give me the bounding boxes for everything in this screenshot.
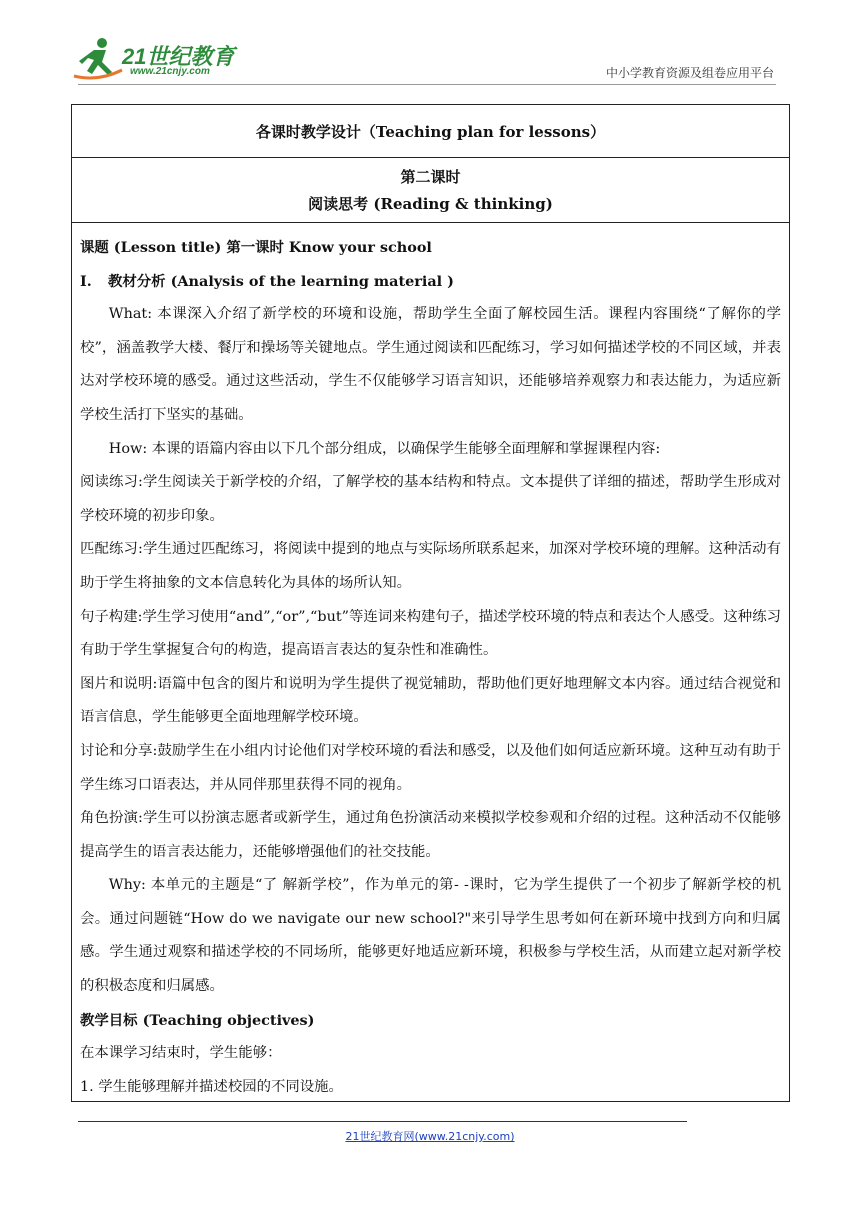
lesson-header <box>72 158 789 223</box>
list-item: 阅读练习:学生阅读关于新学校的介绍，了解学校的基本结构和特点。文本提供了详细的描述，帮助学生形成对学校环境的初步印象。 <box>80 474 781 524</box>
list-item: 角色扮演:学生可以扮演志愿者或新学生，通过角色扮演活动来模拟学校参观和介绍的过程。这种活动不仅能够提高学生的语言表达能力，还能够增强他们的社交技能。 <box>80 810 781 860</box>
header-divider <box>78 84 776 85</box>
list-item: 讨论和分享:鼓励学生在小组内讨论他们对学校环境的看法和感受，以及他们如何适应新环境。这种互动有助于学生练习口语表达，并从同伴那里获得不同的视角。 <box>80 742 781 793</box>
section-heading-analysis <box>80 265 781 299</box>
lesson-title-line: 课题 (Lesson title) 第一课时 Know your school <box>80 239 432 256</box>
what-paragraph: What: 本课深入介绍了新学校的环境和设施，帮助学生全面了解校园生活。课程内容围绕“了解你的学校”，涵盖教学大楼、餐厅和操场等关键地点。学生通过阅读和匹配练习，学习如何描述学校的不同区域，并表达对学校环境的感受。通过这些活动，学生不仅能够学习语言知识，还能够培养观察力和表达能力，为适应新学校生活打下坚实的基础。 <box>80 306 781 423</box>
list-item: 匹配练习:学生通过匹配练习，将阅读中提到的地点与实际场所联系起来，加深对学校环境的理解。这种活动有助于学生将抽象的文本信息转化为具体的场所认知。 <box>80 541 781 591</box>
objectives-intro: 在本课学习结束时，学生能够： <box>80 1045 282 1062</box>
lesson-body <box>72 223 789 1104</box>
footer-link[interactable]: 21世纪教育网(www.21cnjy.com) <box>345 1130 515 1143</box>
list-item: 图片和说明:语篇中包含的图片和说明为学生提供了视觉辅助，帮助他们更好地理解文本内容。通过结合视觉和语言信息，学生能够更全面地理解学校环境。 <box>80 675 781 726</box>
lesson-plan-table <box>71 104 790 1102</box>
list-item: 句子构建:学生学习使用“and”,“or”,“but”等连词来构建句子，描述学校环境的特点和表达个人感受。这种练习有助于学生掌握复合句的构造，提高语言表达的复杂性和准确性。 <box>80 608 781 659</box>
objectives-heading: 教学目标 (Teaching objectives) <box>80 1011 315 1029</box>
footer-divider <box>78 1121 687 1122</box>
section-number: I. <box>80 272 92 290</box>
table-title: 各课时教学设计（Teaching plan for lessons） <box>72 105 789 158</box>
lesson-name: 阅读思考 (Reading & thinking) <box>308 195 553 213</box>
platform-label: 中小学教育资源及组卷应用平台 <box>605 66 774 80</box>
how-paragraph: How: 本课的语篇内容由以下几个部分组成，以确保学生能够全面理解和掌握课程内容: <box>108 440 661 457</box>
logo-text: 21世纪教育 <box>122 44 235 69</box>
why-paragraph: Why: 本单元的主题是“了 解新学校”，作为单元的第- -课时，它为学生提供了一个初步了解新学校的机会。通过问题链“How do we navigate our new school?"来引导学生思考如何在新环境中找到方向和归属感。学生通过观察和描述学校的不同场所，能够更好地适应新环境，积极参与学校生活，从而建立起对新学校的积极态度和归属感。 <box>80 877 781 995</box>
site-logo <box>72 36 242 84</box>
runner-logo-icon <box>72 36 124 80</box>
section-heading-text: 教材分析 (Analysis of the learning material ) <box>108 272 454 290</box>
lesson-number: 第二课时 <box>400 168 461 186</box>
objective-item: 1. 学生能够理解并描述校园的不同设施。 <box>80 1078 343 1095</box>
logo-url: www.21cnjy.com <box>130 66 210 77</box>
